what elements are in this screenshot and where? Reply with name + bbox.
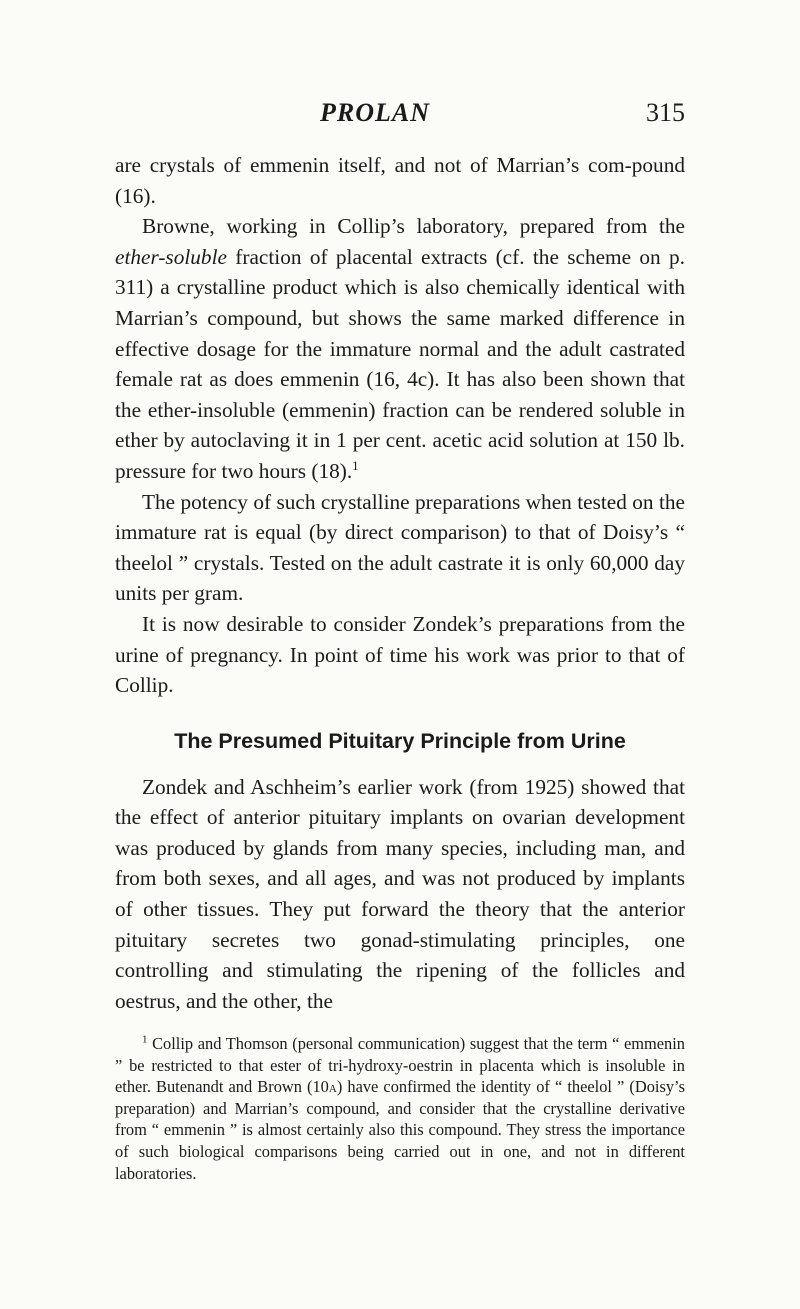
footnote-small-caps: a	[328, 1077, 337, 1097]
section-heading: The Presumed Pituitary Principle from Urine	[174, 728, 626, 753]
paragraph-browne-text-end: fraction of placental extracts (cf. the scheme on p. 311) a crystalline product which is also chemically identical with Marrian’s compound, but shows the same marked difference in effective dosage for the immature normal and the adult castrated female rat as does emmenin (16, 4c). It has also been shown that the ether-insoluble (emmenin) fraction can be rendered soluble in ether by autoclaving it in 1 per cent. acetic acid solution at 150 lb. pressure for two hours (18).	[115, 244, 685, 483]
footnote-reference: 1	[352, 457, 359, 473]
paragraph-browne-text-start: Browne, working in Collip’s laboratory, prepared from the	[142, 214, 685, 239]
paragraph-continued: are crystals of emmenin itself, and not of Marrian’s com-pound (16).	[115, 153, 685, 208]
footnote-text-start: Collip and Thomson (personal communication) suggest that the term “ emmenin ” be restricted to that ester of tri-hydroxy-oestrin in placenta which is insoluble in ether. Butenandt and Brown (10	[115, 1034, 686, 1097]
paragraph-browne	[115, 211, 685, 486]
footnote	[115, 1033, 685, 1184]
page-header	[0, 98, 800, 138]
ether-soluble-term: ether-soluble	[115, 244, 227, 269]
page-number: 315	[646, 98, 685, 127]
paragraph-zondek-intro: It is now desirable to consider Zondek’s preparations from the urine of pregnancy. In point of time his work was prior to that of Collip.	[115, 611, 685, 698]
body-text	[115, 150, 685, 1016]
footnote-text-end: ) have confirmed the identity of “ theelol ” (Doisy’s preparation) and Marrian’s compound, and consider that the crystalline derivative from “ emmenin ” is almost certainly also this compound. They stress the importance of such biological comparisons being carried out in one, and not in different laboratories.	[115, 1077, 685, 1183]
footnote-mark: 1	[142, 1033, 148, 1046]
paragraph-zondek-aschheim: Zondek and Aschheim’s earlier work (from 1925) showed that the effect of anterior pituitary implants on ovarian development was produced by glands from many species, including man, and from both sexes, and all ages, and was not produced by implants of other tissues. They put forward the theory that the anterior pituitary secretes two gonad-stimulating principles, one controlling and stimulating the ripening of the follicles and oestrus, and the other, the	[115, 774, 685, 1013]
running-title: PROLAN	[320, 98, 430, 127]
paragraph-potency: The potency of such crystalline preparations when tested on the immature rat is equal (by direct comparison) to that of Doisy’s “ theelol ” crystals. Tested on the adult castrate it is only 60,000 day units per gram.	[115, 489, 685, 606]
